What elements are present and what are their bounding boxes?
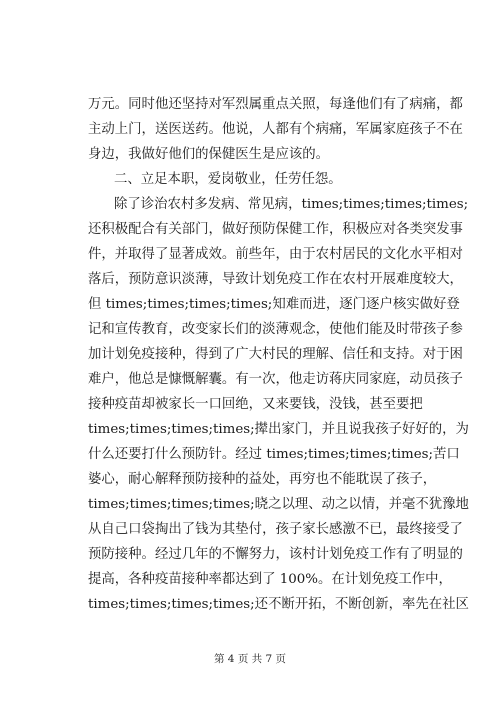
text-line: times;times;times;times;晓之以理、动之以情，并毫不犹豫地 bbox=[88, 497, 469, 512]
body-text bbox=[88, 92, 469, 617]
page-footer: 第 4 页 共 7 页 bbox=[213, 653, 287, 665]
text-line: 加计划免疫接种，得到了广大村民的理解、信任和支持。对于困 bbox=[88, 347, 463, 362]
text-line: 难户，他总是慷慨解囊。有一次，他走访蒋庆同家庭，动员孩子 bbox=[88, 372, 463, 387]
text-line: 接种疫苗却被家长一口回绝，又来要钱，没钱，甚至要把 bbox=[88, 397, 423, 412]
text-line: times;times;times;times;还不断开拓，不断创新，率先在社区 bbox=[88, 597, 469, 612]
text-line: 除了诊治农村多发病、常见病，times;times;times;times; bbox=[114, 197, 469, 212]
text-line: 提高，各种疫苗接种率都达到了 100%。在计划免疫工作中， bbox=[88, 572, 452, 587]
text-line: 还积极配合有关部门，做好预防保健工作，积极应对各类突发事 bbox=[88, 222, 463, 237]
text-line: 落后，预防意识淡薄，导致计划免疫工作在农村开展难度较大， bbox=[88, 272, 463, 287]
text-line: 件，并取得了显著成效。前些年，由于农村居民的文化水平相对 bbox=[88, 247, 463, 262]
text-line: 二、立足本职，爱岗敬业，任劳任怨。 bbox=[114, 172, 342, 187]
text-line: 主动上门，送医送药。他说，人都有个病痛，军属家庭孩子不在 bbox=[88, 122, 463, 137]
text-line: times;times;times;times;撵出家门，并且说我孩子好好的，为 bbox=[88, 422, 469, 437]
text-line: 身边，我做好他们的保健医生是应该的。 bbox=[88, 147, 330, 162]
text-line: 婆心，耐心解释预防接种的益处，再穷也不能耽误了孩子， bbox=[88, 472, 437, 487]
text-line: 什么还要打什么预防针。经过 times;times;times;times;苦口 bbox=[88, 447, 460, 462]
text-line: 预防接种。经过几年的不懈努力，该村计划免疫工作有了明显的 bbox=[88, 547, 463, 562]
text-line: 万元。同时他还坚持对军烈属重点关照，每逢他们有了病痛，都 bbox=[88, 97, 463, 112]
text-line: 记和宣传教育，改变家长们的淡薄观念，使他们能及时带孩子参 bbox=[88, 322, 463, 337]
text-line: 但 times;times;times;times;知难而进，逐门逐户核实做好登 bbox=[88, 297, 460, 312]
text-line: 从自己口袋掏出了钱为其垫付，孩子家长感激不已，最终接受了 bbox=[88, 522, 463, 537]
